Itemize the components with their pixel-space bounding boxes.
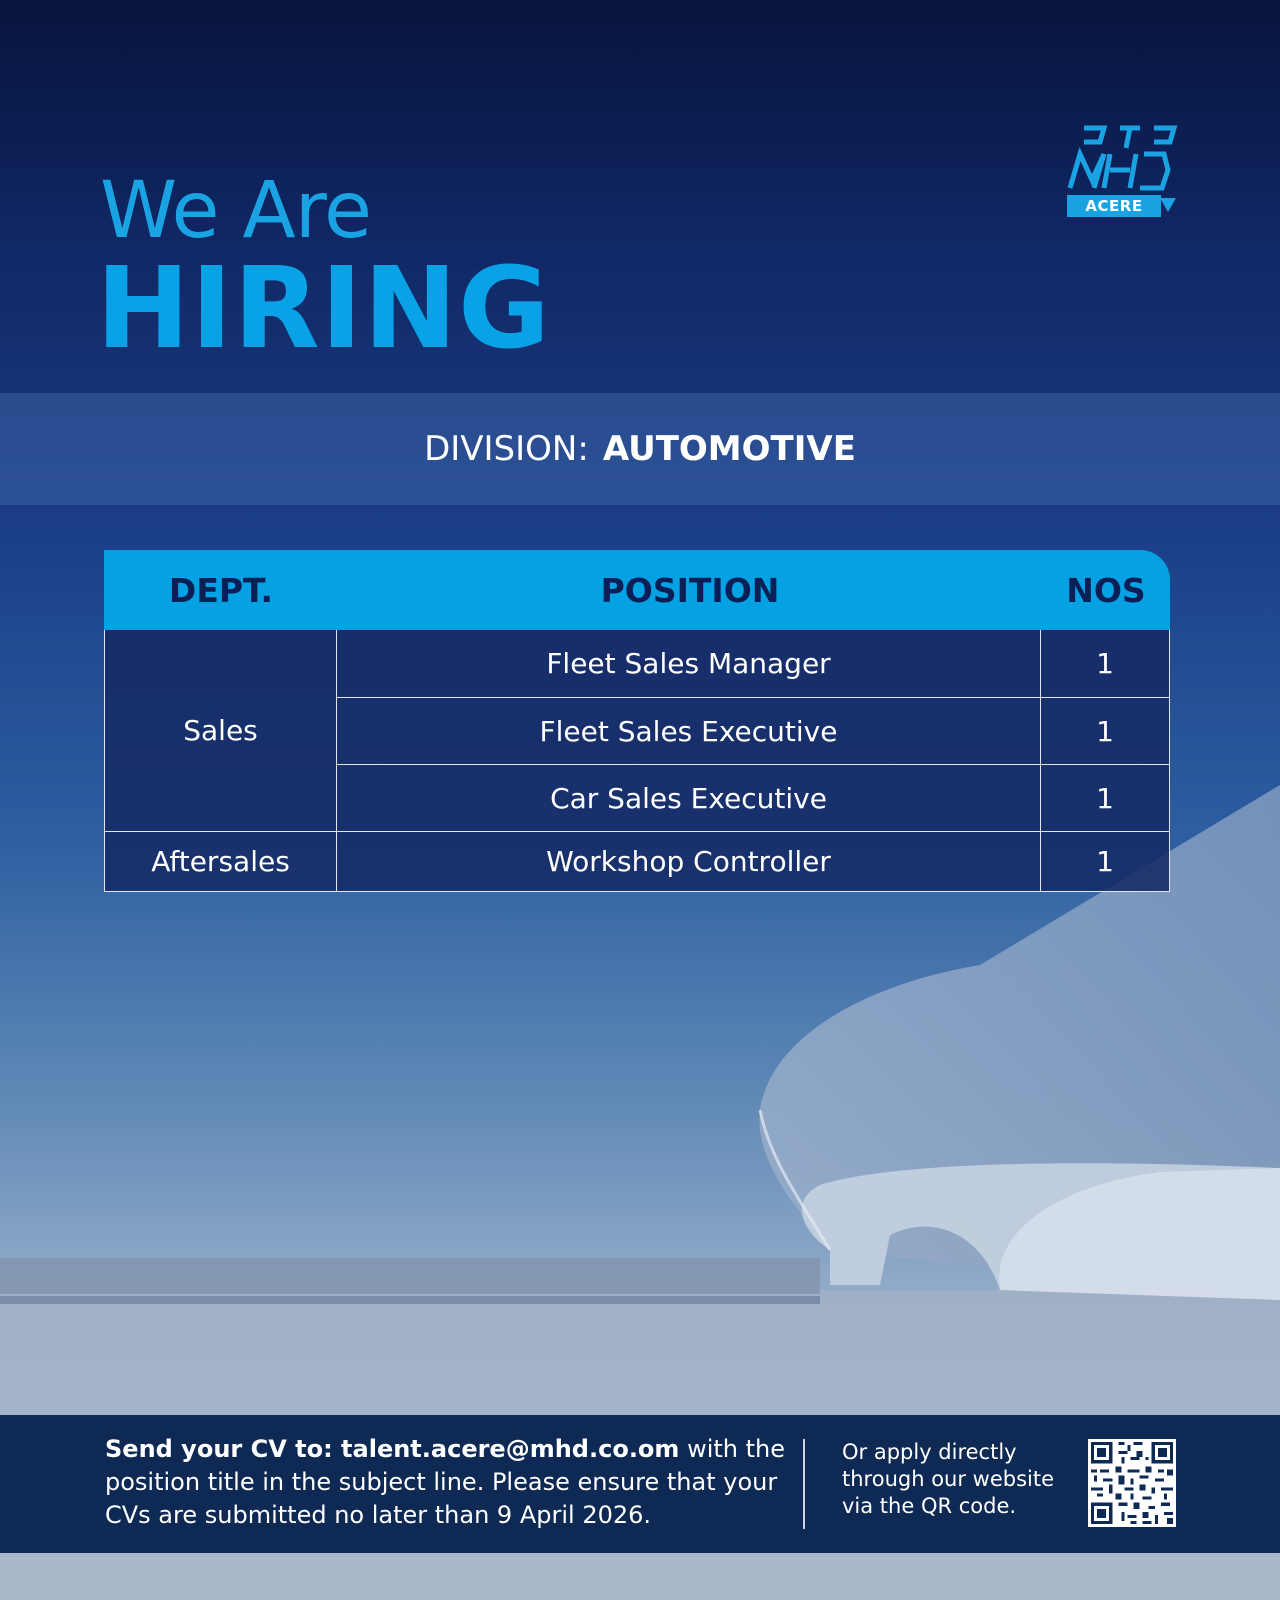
cv-email-line: Send your CV to: talent.acere@mhd.co.om xyxy=(105,1435,680,1463)
table-row xyxy=(337,630,1169,697)
division-label: DIVISION: xyxy=(424,429,589,469)
headline-we-are: We Are xyxy=(100,166,372,256)
apply-online-text: Or apply directly through our website via the QR code. xyxy=(842,1440,1055,1518)
dept-cell: Aftersales xyxy=(105,832,337,891)
table-row xyxy=(337,764,1169,831)
table-row xyxy=(337,697,1169,764)
logo-label: ACERE xyxy=(1067,195,1161,217)
nos-cell: 1 xyxy=(1096,845,1114,878)
dept-cell: Sales xyxy=(105,630,337,831)
application-instructions xyxy=(105,1433,785,1532)
division-banner xyxy=(0,393,1280,505)
footer-bar xyxy=(0,1415,1280,1553)
nos-cell: 1 xyxy=(1096,781,1114,815)
footer-divider xyxy=(803,1439,805,1529)
header-dept: DEPT. xyxy=(168,570,274,610)
position-cell: Workshop Controller xyxy=(337,832,1041,891)
position-cell: Fleet Sales Executive xyxy=(337,698,1041,764)
dept-group-aftersales xyxy=(105,831,1169,891)
table-body xyxy=(104,630,1170,892)
dept-group-sales xyxy=(105,630,1169,831)
division-value: AUTOMOTIVE xyxy=(602,429,856,469)
position-cell: Car Sales Executive xyxy=(337,765,1041,831)
position-cell: Fleet Sales Manager xyxy=(337,630,1041,697)
nos-cell: 1 xyxy=(1096,647,1114,680)
qr-code-icon[interactable] xyxy=(1088,1439,1176,1527)
nos-cell: 1 xyxy=(1096,714,1114,748)
table-row xyxy=(337,832,1169,891)
cv-instructions: with the position title in the subject line. Please ensure that your CVs are submitted no later than 9 April 2026. xyxy=(105,1435,785,1529)
header-position: POSITION xyxy=(600,570,780,610)
positions-table xyxy=(104,550,1170,892)
headline-hiring: HIRING xyxy=(96,244,551,374)
table-header xyxy=(104,550,1170,630)
header-nos: NOS xyxy=(1066,570,1146,610)
